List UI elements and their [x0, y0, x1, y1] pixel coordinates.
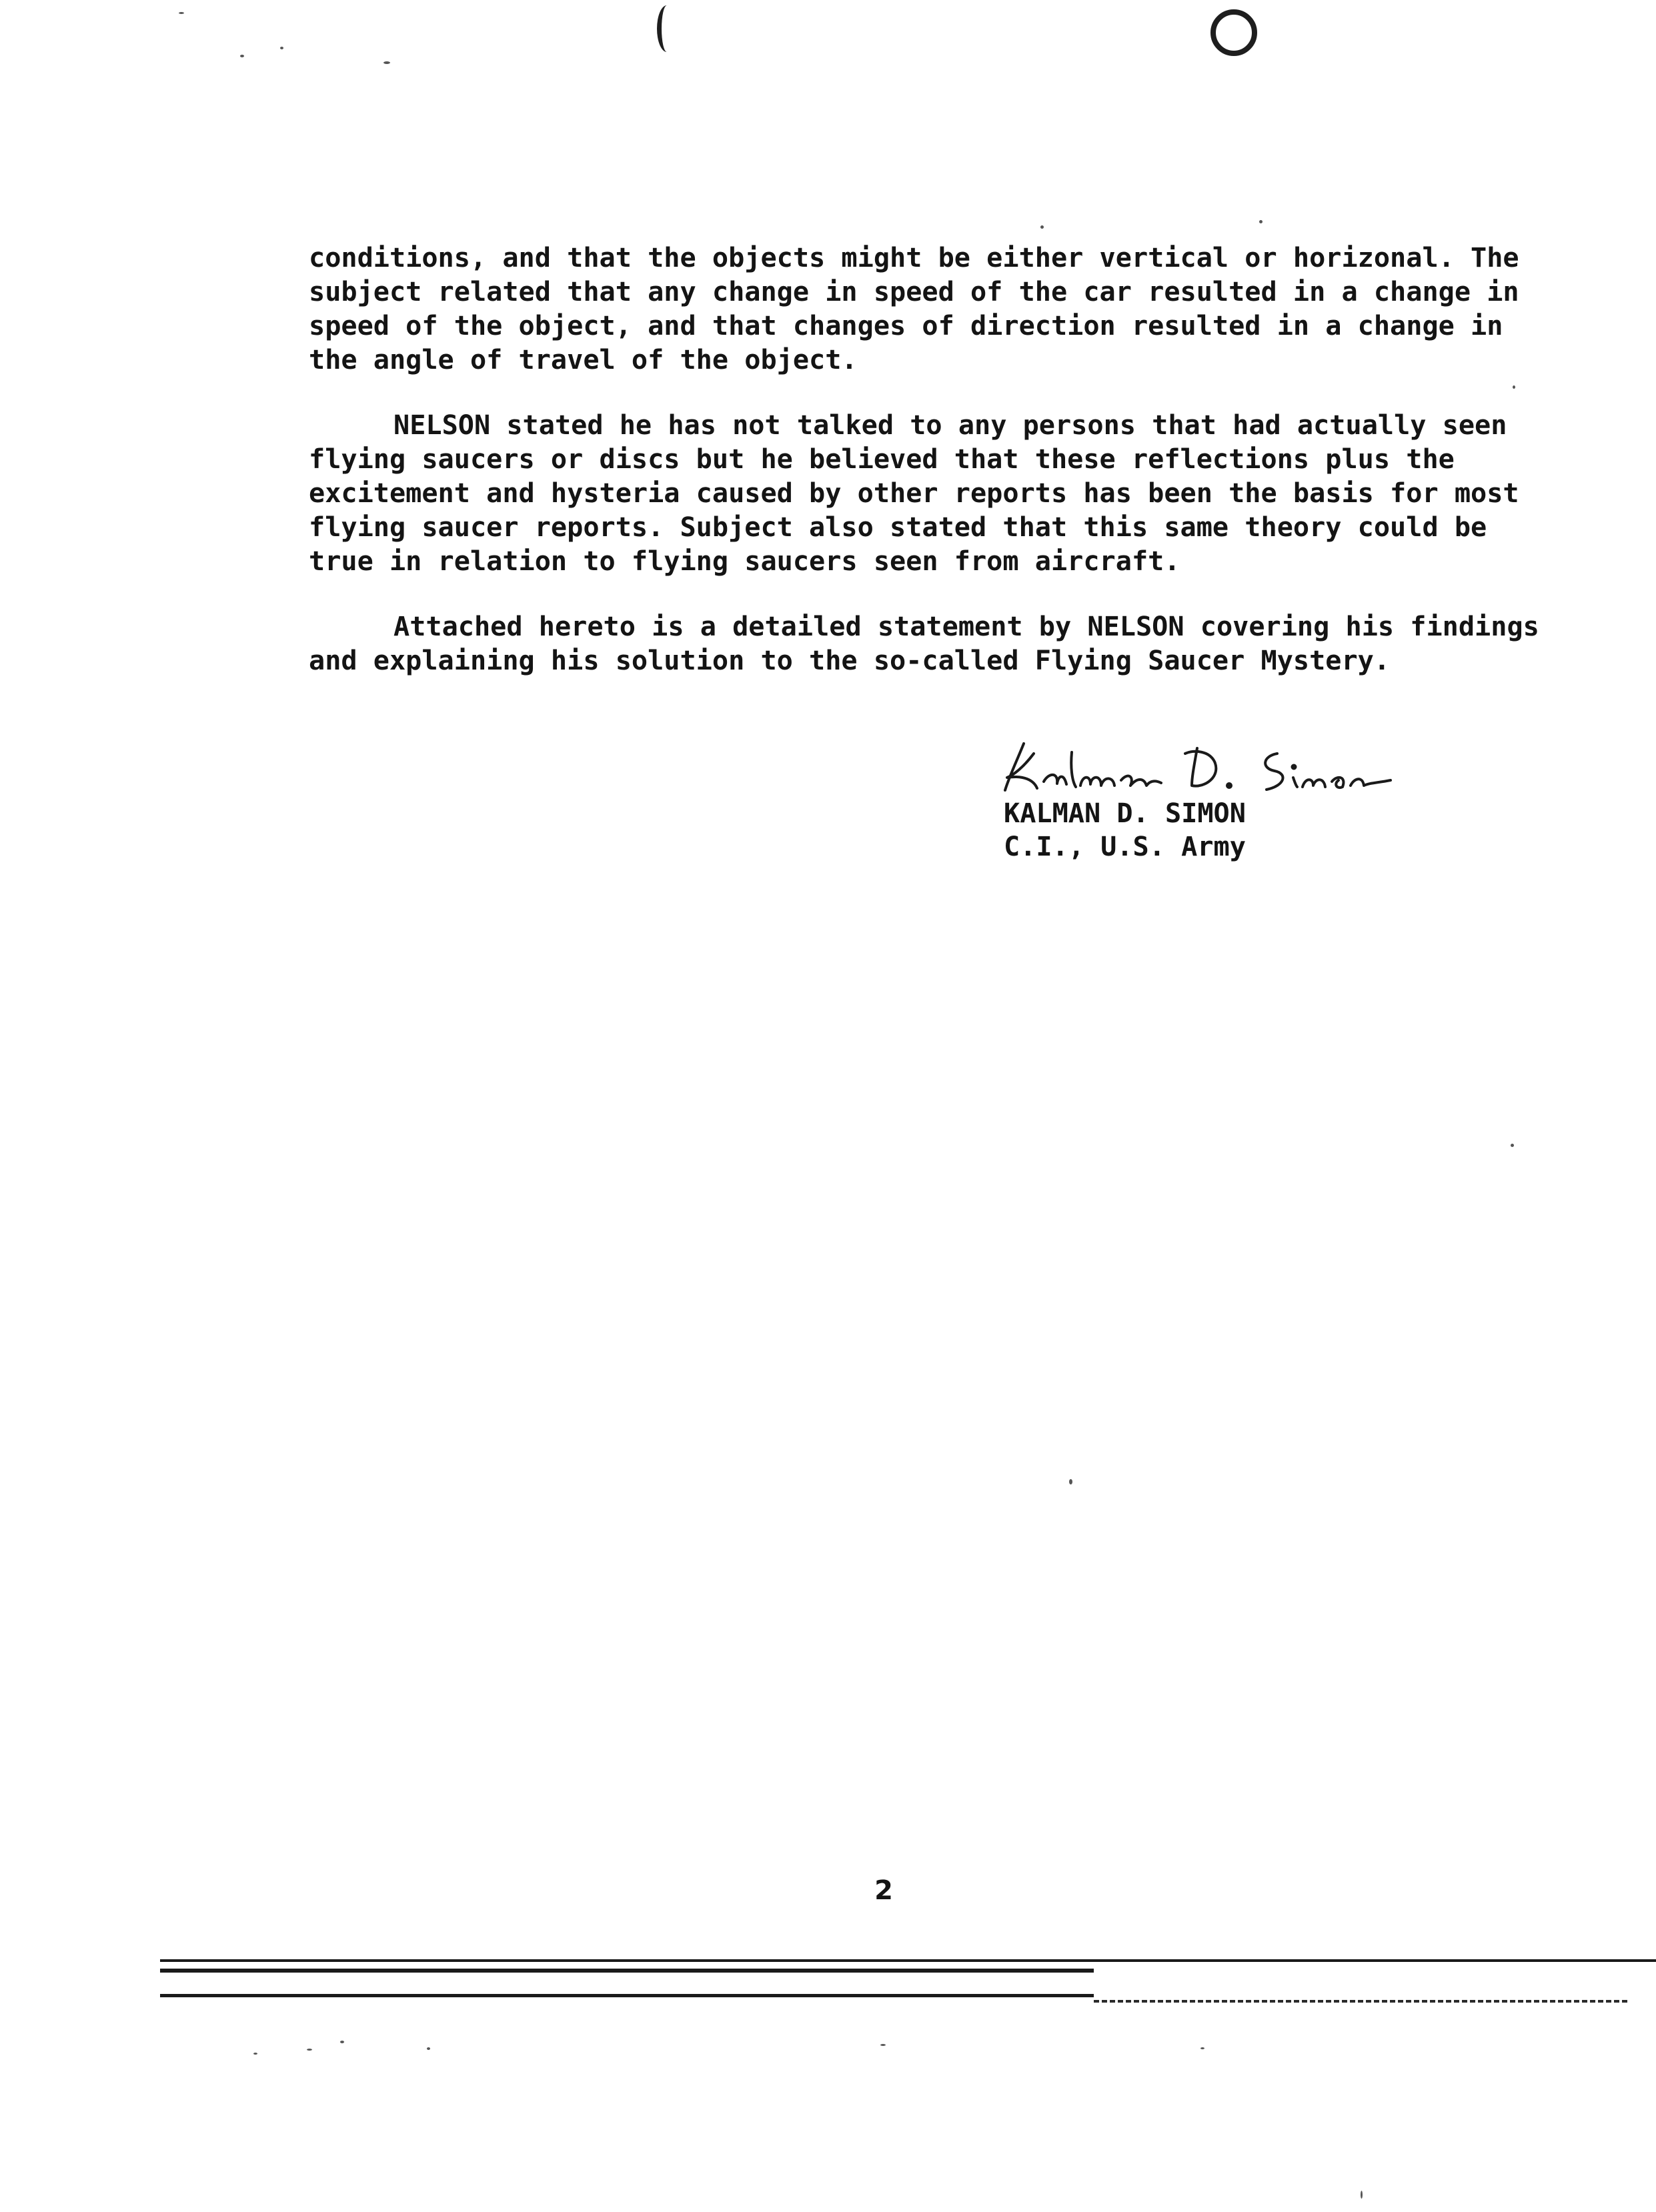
text-line: speed of the object, and that changes of direction resulted in a change in: [309, 311, 1503, 341]
text-line: Attached hereto is a detailed statement by NELSON covering his findings: [393, 612, 1539, 642]
scan-speck: [1511, 1144, 1514, 1147]
scan-speck: [1259, 220, 1263, 223]
text-line: the angle of travel of the object.: [309, 345, 858, 375]
text-line: excitement and hysteria caused by other reports has been the basis for most: [309, 478, 1519, 509]
scan-speck: [1069, 1479, 1072, 1484]
scan-speck: [240, 55, 244, 57]
text-line: NELSON stated he has not talked to any persons that had actually seen: [393, 410, 1507, 441]
footer-rule-top: [160, 1959, 1656, 1962]
footer-rule-dashed: [1094, 2000, 1627, 2003]
scan-speck: [1200, 2047, 1204, 2049]
text-line: subject related that any change in speed of the car resulted in a change in: [309, 277, 1519, 307]
footer-rule-heavy: [160, 1969, 1094, 1973]
scan-speck: [307, 2049, 312, 2051]
scan-speck: [280, 47, 283, 49]
punch-hole-right: [1210, 9, 1257, 56]
scan-speck: [427, 2047, 430, 2050]
paragraph: [309, 241, 1576, 377]
scan-speck: [340, 2041, 344, 2043]
signer-name: KALMAN D. SIMON: [1004, 798, 1246, 829]
punch-hole-left: [657, 5, 677, 52]
letter-body: [309, 241, 1576, 710]
signature-block: [1004, 734, 1471, 864]
scan-speck: [1040, 225, 1044, 229]
paragraph: [309, 610, 1576, 678]
text-line: and explaining his solution to the so-called Flying Saucer Mystery.: [309, 646, 1391, 676]
text-line: flying saucers or discs but he believed that these reflections plus the: [309, 444, 1455, 475]
scan-speck: [1361, 2191, 1363, 2199]
signer-title: C.I., U.S. Army: [1004, 832, 1246, 862]
handwritten-signature: [997, 734, 1411, 797]
text-line: true in relation to flying saucers seen from aircraft.: [309, 546, 1180, 577]
scan-speck: [880, 2044, 886, 2046]
text-line: flying saucer reports. Subject also stated that this same theory could be: [309, 512, 1487, 543]
page-number: 2: [874, 1875, 893, 1906]
scan-speck: [383, 61, 390, 64]
scan-speck: [179, 12, 184, 14]
text-line: conditions, and that the objects might be either vertical or horizonal. The: [309, 243, 1519, 273]
paragraph: [309, 409, 1576, 579]
scan-speck: [253, 2053, 257, 2055]
footer-rule-bottom: [160, 1994, 1094, 1997]
